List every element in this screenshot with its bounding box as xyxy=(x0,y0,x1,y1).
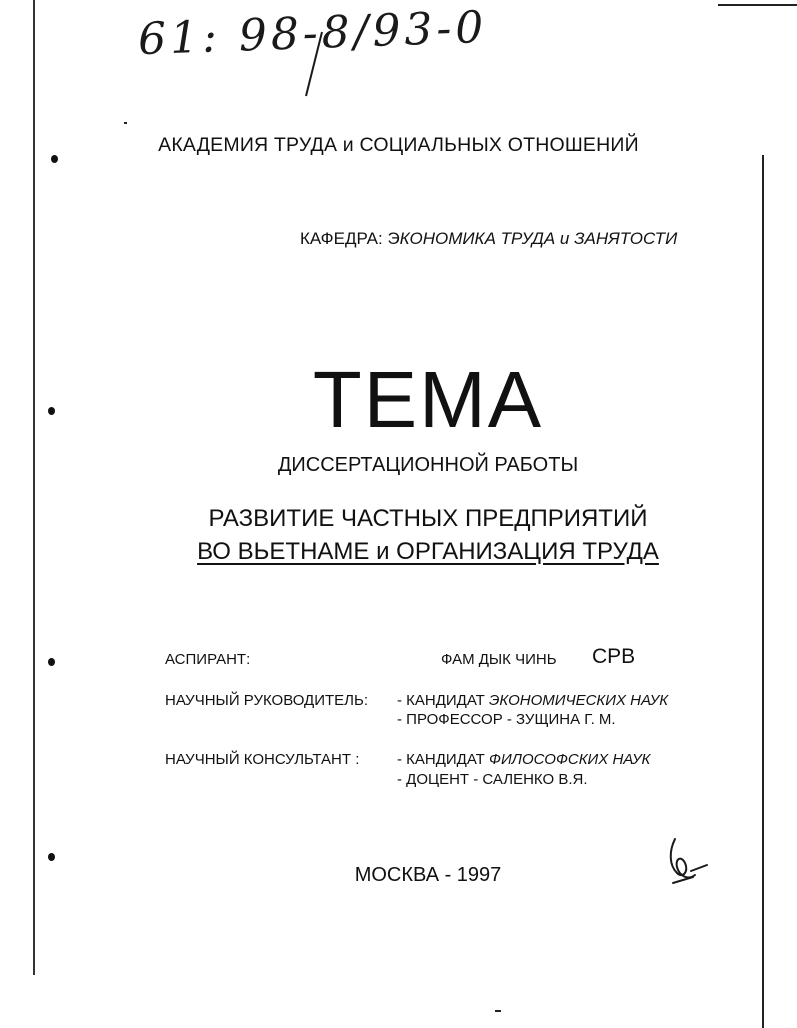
dissertation-title-line-1: РАЗВИТИЕ ЧАСТНЫХ ПРЕДПРИЯТИЙ xyxy=(208,505,648,532)
aspirant-country: СРВ xyxy=(592,645,636,668)
scan-edge-top xyxy=(718,4,797,6)
consultant-degree xyxy=(397,751,650,768)
supervisor-degree-prefix: - КАНДИДАТ xyxy=(397,692,485,709)
aspirant-name: ФАМ ДЫК ЧИНЬ xyxy=(441,651,557,668)
department-label: КАФЕДРА: xyxy=(300,229,383,248)
consultant-degree-field: ФИЛОСОФСКИХ НАУК xyxy=(489,751,651,768)
department-initial: Э xyxy=(387,229,400,248)
handwritten-slash xyxy=(300,30,330,100)
binding-hole xyxy=(48,853,55,861)
aspirant-label: АСПИРАНТ: xyxy=(165,651,251,668)
department-name: КОНОМИКА ТРУДА и ЗАНЯТОСТИ xyxy=(399,229,678,248)
supervisor-title: - ПРОФЕССОР - ЗУЩИНА Г. М. xyxy=(397,711,616,728)
binding-hole xyxy=(48,658,55,666)
supervisor-label: НАУЧНЫЙ РУКОВОДИТЕЛЬ: xyxy=(165,692,369,709)
academy-name: АКАДЕМИЯ ТРУДА и СОЦИАЛЬНЫХ ОТНОШЕНИЙ xyxy=(158,134,639,156)
scan-speck xyxy=(495,1010,501,1012)
scan-edge-right xyxy=(762,155,764,1028)
supervisor-degree-field: ЭКОНОМИЧЕСКИХ НАУК xyxy=(489,692,669,709)
consultant-degree-prefix: - КАНДИДАТ xyxy=(397,751,485,768)
city-year: МОСКВА - 1997 xyxy=(354,864,502,886)
consultant-label: НАУЧНЫЙ КОНСУЛЬТАНТ : xyxy=(165,751,360,768)
signature-icon xyxy=(665,835,710,890)
scan-speck xyxy=(124,122,127,124)
supervisor-degree xyxy=(397,692,668,709)
dissertation-title-line-2: ВО ВЬЕТНАМЕ и ОРГАНИЗАЦИЯ ТРУДА xyxy=(197,538,659,565)
consultant-title: - ДОЦЕНТ - САЛЕНКО В.Я. xyxy=(397,771,588,788)
department-line xyxy=(300,229,677,249)
archive-number-handwritten: 61: 98-8/93-0 xyxy=(137,1,489,66)
theme-heading: ТЕМА xyxy=(312,355,544,444)
work-type: ДИССЕРТАЦИОННОЙ РАБОТЫ xyxy=(277,454,579,476)
